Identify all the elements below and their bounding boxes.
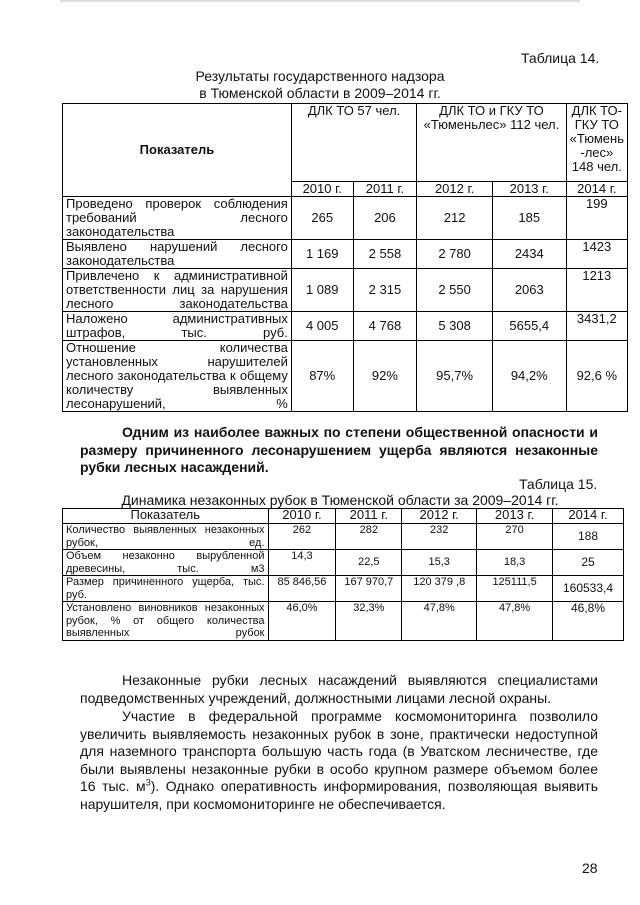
intro-paragraph: Одним из наиболее важных по степени общественной опасности и размеру причиненного лесонарушением ущерба являются незаконные рубки лесных насаждений. bbox=[80, 424, 598, 475]
table15-cell: 270 bbox=[477, 524, 553, 550]
table14 bbox=[62, 103, 628, 412]
paragraph-space-monitoring-tail: ). Однако оперативность информирования, позволяющая выявить нарушителя, при космомониторинге не обеспечивается. bbox=[80, 778, 599, 812]
table-row bbox=[63, 240, 628, 269]
table15-row-label: Объем незаконно вырубленной древесины, тыс. м3 bbox=[63, 550, 269, 576]
table14-year: 2014 г. bbox=[566, 182, 627, 197]
table15-cell: 46,8% bbox=[553, 602, 624, 641]
scan-top-edge bbox=[60, 0, 580, 2]
table14-cell: 185 bbox=[492, 197, 566, 240]
table14-row-label: Проведено проверок соблюдения требований лесного законодательства bbox=[63, 197, 292, 240]
table15-cell: 232 bbox=[402, 524, 477, 550]
table14-cell: 94,2% bbox=[492, 341, 566, 412]
table14-cell: 2063 bbox=[492, 269, 566, 312]
page-number: 28 bbox=[582, 860, 598, 876]
table-row bbox=[63, 197, 628, 240]
table14-header-group1: ДЛК ТО 57 чел. bbox=[291, 104, 416, 182]
table14-cell: 1 089 bbox=[291, 269, 353, 312]
table15-row-label: Количество выявленных незаконных рубок, ед. bbox=[63, 524, 269, 550]
table14-row-label: Выявлено нарушений лесного законодательства bbox=[63, 240, 292, 269]
table14-title-line1: Результаты государственного надзора bbox=[195, 68, 445, 84]
table-row bbox=[63, 550, 624, 576]
table14-cell: 1 169 bbox=[291, 240, 353, 269]
table14-cell: 265 bbox=[291, 197, 353, 240]
paragraph-detection: Незаконные рубки лесных насаждений выявляются специалистами подведомственных учреждений, должностными лицами лесной охраны. bbox=[80, 672, 598, 706]
table14-cell: 199 bbox=[566, 197, 627, 240]
table15-row-label: Установлено виновников незаконных рубок, % от общего количества выявленных рубок bbox=[63, 602, 269, 641]
table14-year: 2013 г. bbox=[492, 182, 566, 197]
table14-row-label: Отношение количества установленных нарушителей лесного законодательства к общему количеству выявленных лесонарушений, % bbox=[63, 341, 292, 412]
table14-header-group2: ДЛК ТО и ГКУ ТО «Тюменьлес» 112 чел. bbox=[417, 104, 566, 182]
table-row bbox=[63, 312, 628, 341]
table15-cell: 282 bbox=[336, 524, 402, 550]
table14-cell: 2 315 bbox=[353, 269, 417, 312]
table15-cell: 14,3 bbox=[268, 550, 336, 576]
table15-cell: 22,5 bbox=[336, 550, 402, 576]
table-row bbox=[63, 602, 624, 641]
table-row bbox=[63, 576, 624, 602]
table14-cell: 206 bbox=[353, 197, 417, 240]
table14-cell: 4 768 bbox=[353, 312, 417, 341]
table14-cell: 92,6 % bbox=[566, 341, 627, 412]
table15-cell: 262 bbox=[268, 524, 336, 550]
table15-cell: 18,3 bbox=[477, 550, 553, 576]
table15-cell: 47,8% bbox=[477, 602, 553, 641]
table14-cell: 3431,2 bbox=[566, 312, 627, 341]
table14-cell: 2434 bbox=[492, 240, 566, 269]
table15-caption: Таблица 15. bbox=[519, 476, 598, 492]
table15-year: 2013 г. bbox=[477, 509, 553, 524]
table15 bbox=[62, 508, 624, 641]
table14-cell: 212 bbox=[417, 197, 493, 240]
table14-cell: 1213 bbox=[566, 269, 627, 312]
table15-cell: 120 379 ,8 bbox=[402, 576, 477, 602]
table14-year: 2011 г. bbox=[353, 182, 417, 197]
table14-title-line2: в Тюменской области в 2009–2014 гг. bbox=[199, 85, 441, 101]
table14-cell: 5 308 bbox=[417, 312, 493, 341]
table15-cell: 125111,5 bbox=[477, 576, 553, 602]
table15-cell: 32,3% bbox=[336, 602, 402, 641]
table14-year: 2010 г. bbox=[291, 182, 353, 197]
table15-year: 2010 г. bbox=[268, 509, 336, 524]
table15-cell: 15,3 bbox=[402, 550, 477, 576]
table14-row-label: Привлечено к административной ответственности лиц за нарушения лесного законодательства bbox=[63, 269, 292, 312]
table15-year: 2011 г. bbox=[336, 509, 402, 524]
table15-header-indicator: Показатель bbox=[63, 509, 269, 524]
table15-year: 2012 г. bbox=[402, 509, 477, 524]
table-row bbox=[63, 341, 628, 412]
table14-cell: 2 550 bbox=[417, 269, 493, 312]
table15-cell: 85 846,56 bbox=[268, 576, 336, 602]
table15-cell: 160533,4 bbox=[553, 576, 624, 602]
table15-cell: 188 bbox=[553, 524, 624, 550]
table15-cell: 167 970,7 bbox=[336, 576, 402, 602]
table-row bbox=[63, 269, 628, 312]
table14-cell: 87% bbox=[291, 341, 353, 412]
table14-row-label: Наложено административных штрафов, тыс. руб. bbox=[63, 312, 292, 341]
table15-cell: 47,8% bbox=[402, 602, 477, 641]
table14-cell: 2 558 bbox=[353, 240, 417, 269]
table15-title: Динамика незаконных рубок в Тюменской области за 2009–2014 гг. bbox=[121, 492, 559, 508]
table14-cell: 2 780 bbox=[417, 240, 493, 269]
table14-cell: 95,7% bbox=[417, 341, 493, 412]
table14-cell: 92% bbox=[353, 341, 417, 412]
table14-cell: 5655,4 bbox=[492, 312, 566, 341]
paragraph-space-monitoring-text: Участие в федеральной программе космомониторинга позволило увеличить выявляемость незаконных рубок в зоне, практически недоступной для наземного транспорта большую часть года (в Уватском лесничестве, где были выявлены незаконные рубки в особо крупном размере объемом более 16 тыс. м bbox=[80, 708, 598, 794]
table15-year: 2014 г. bbox=[553, 509, 624, 524]
table14-year: 2012 г. bbox=[417, 182, 493, 197]
table14-header-indicator: Показатель bbox=[63, 104, 292, 197]
cubic-superscript: 3 bbox=[145, 777, 151, 788]
table14-caption: Таблица 14. bbox=[521, 50, 600, 66]
table15-row-label: Размер причиненного ущерба, тыс. руб. bbox=[63, 576, 269, 602]
table15-cell: 25 bbox=[553, 550, 624, 576]
table-row bbox=[63, 524, 624, 550]
table14-cell: 1423 bbox=[566, 240, 627, 269]
table14-header-group3: ДЛК ТО-ГКУ ТО «Тюмень -лес» 148 чел. bbox=[566, 104, 627, 182]
paragraph-space-monitoring bbox=[80, 708, 598, 813]
table14-cell: 4 005 bbox=[291, 312, 353, 341]
table15-cell: 46,0% bbox=[268, 602, 336, 641]
